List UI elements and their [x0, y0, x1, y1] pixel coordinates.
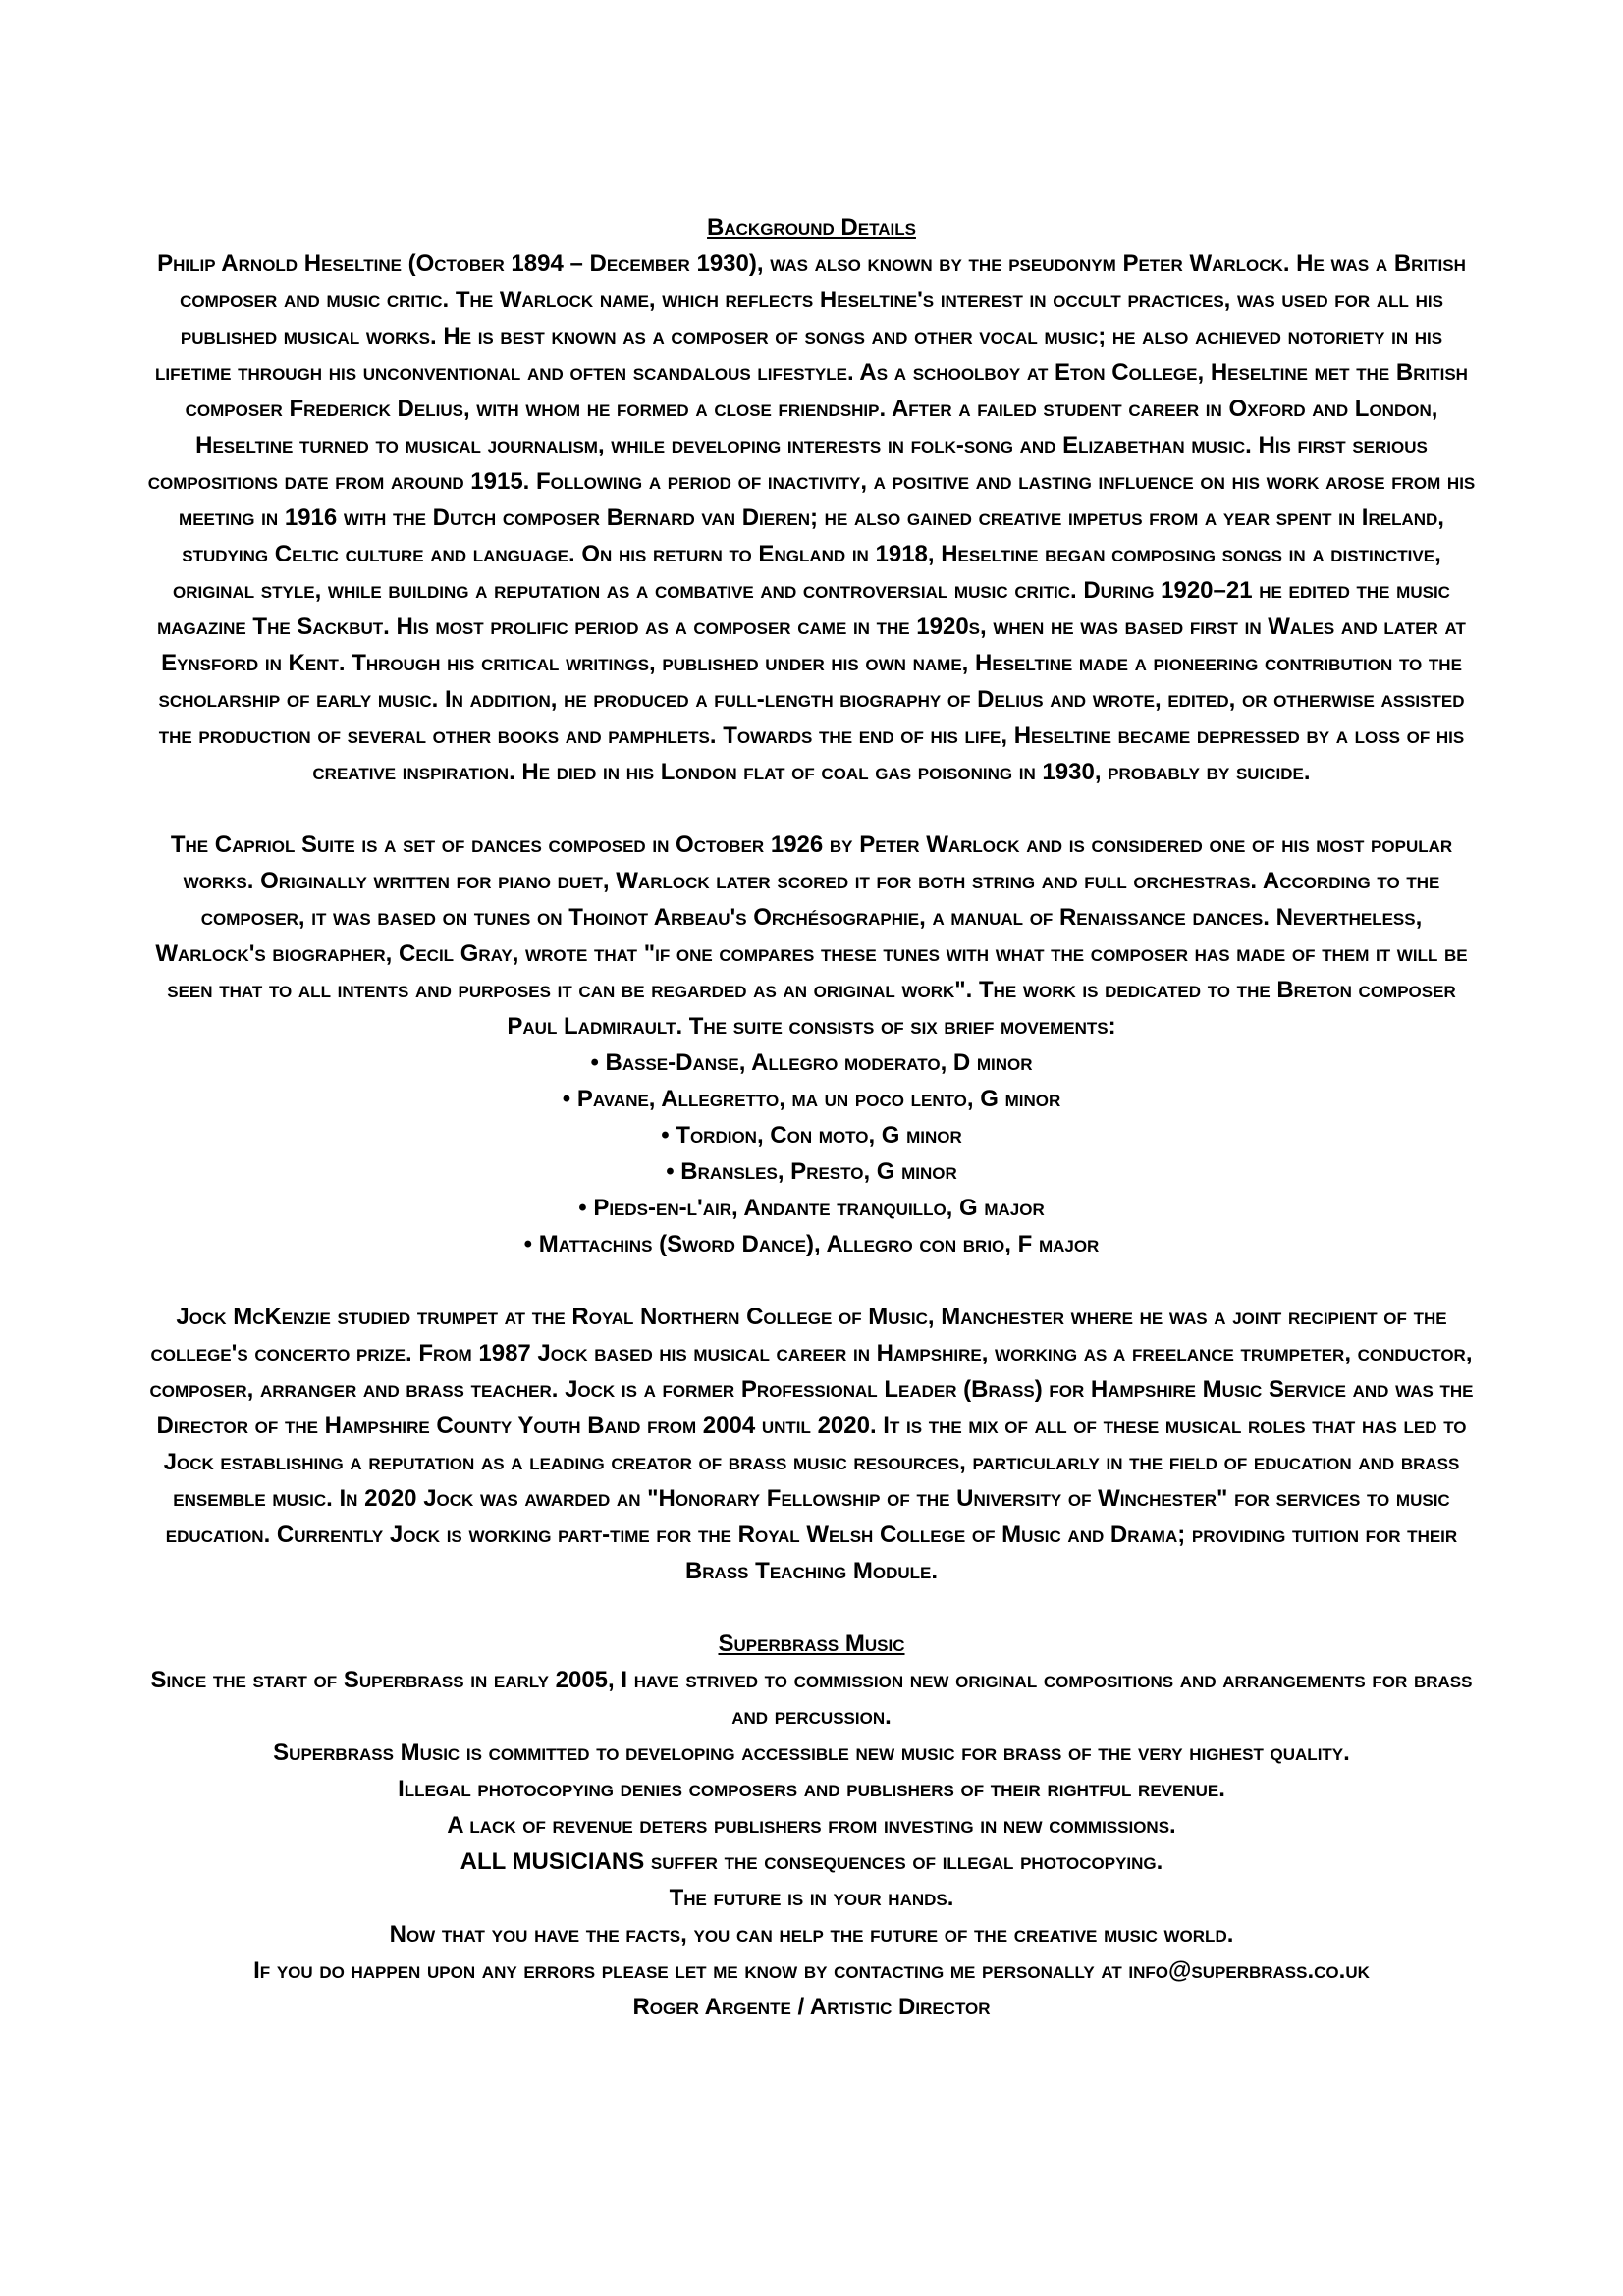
movement-item: • Pavane, Allegretto, ma un poco lento, G minor [147, 1081, 1476, 1117]
suite-section [147, 827, 1476, 1262]
publisher-section [147, 1626, 1476, 2025]
signature: Roger Argente / Artistic Director [632, 1994, 991, 2020]
movement-item: • Basse-Danse, Allegro moderato, D minor [147, 1044, 1476, 1081]
suite-description: The Capriol Suite is a set of dances composed in October 1926 by Peter Warlock and is considered one of his most popular works. Originally written for piano duet, Warlock later scored it for both string and full orchestras. According to the composer, it was based on tunes on Thoinot Arbeau's Orchésographie, a manual of Renaissance dances. Nevertheless, Warlock's biographer, Cecil Gray, wrote that "if one compares these tunes with what the composer has made of them it will be seen that to all intents and purposes it can be regarded as an original work". The work is dedicated to the Breton composer Paul Ladmirault. The suite consists of six brief movements: [155, 831, 1468, 1040]
publisher-line: The future is in your hands. [669, 1885, 954, 1911]
movement-item: • Pieds-en-l'air, Andante tranquillo, G major [147, 1190, 1476, 1226]
composer-biography: Philip Arnold Heseltine (October 1894 – December 1930), was also known by the pseudonym Peter Warlock. He was a British composer and music critic. The Warlock name, which reflects Heseltine's interest in occult practices, was used for all his published musical works. He is best known as a composer of songs and other vocal music; he also achieved notoriety in his lifetime through his unconventional and often scandalous lifestyle. As a schoolboy at Eton College, Heseltine met the British composer Frederick Delius, with whom he formed a close friendship. After a failed student career in Oxford and London, Heseltine turned to musical journalism, while developing interests in folk-song and Elizabethan music. His first serious compositions date from around 1915. Following a period of inactivity, a positive and lasting influence on his work arose from his meeting in 1916 with the Dutch composer Bernard van Dieren; he also gained creative impetus from a year spent in Ireland, studying Celtic culture and language. On his return to England in 1918, Heseltine began composing songs in a distinctive, original style, while building a reputation as a combative and controversial music critic. During 1920–21 he edited the music magazine The Sackbut. His most prolific period as a composer came in the 1920s, when he was based first in Wales and later at Eynsford in Kent. Through his critical writings, published under his own name, Heseltine made a pioneering contribution to the scholarship of early music. In addition, he produced a full-length biography of Delius and wrote, edited, or otherwise assisted the production of several other books and pamphlets. Towards the end of his life, Heseltine became depressed by a loss of his creative inspiration. He died in his London flat of coal gas poisoning in 1930, probably by suicide. [147, 250, 1476, 785]
publisher-line: Illegal photocopying denies composers and publishers of their rightful revenue. [398, 1776, 1225, 1802]
arranger-section [147, 1299, 1476, 1589]
movement-item: • Mattachins (Sword Dance), Allegro con brio, F major [147, 1226, 1476, 1262]
document-page [147, 209, 1476, 2025]
movement-item: • Bransles, Presto, G minor [147, 1153, 1476, 1190]
movement-list [147, 1044, 1476, 1262]
publisher-line: Since the start of Superbrass in early 2005, I have strived to commission new original compositions and arrangements for brass and percussion. [150, 1667, 1473, 1730]
publisher-line: A lack of revenue deters publishers from investing in new commissions. [447, 1812, 1176, 1839]
publisher-line: Superbrass Music is committed to developing accessible new music for brass of the very highest quality. [273, 1739, 1350, 1766]
arranger-biography: Jock McKenzie studied trumpet at the Royal Northern College of Music, Manchester where he was a joint recipient of the college's concerto prize. From 1987 Jock based his musical career in Hampshire, working as a freelance trumpeter, conductor, composer, arranger and brass teacher. Jock is a former Professional Leader (Brass) for Hampshire Music Service and was the Director of the Hampshire County Youth Band from 2004 until 2020. It is the mix of all of these musical roles that has led to Jock establishing a reputation as a leading creator of brass music resources, particularly in the field of education and brass ensemble music. In 2020 Jock was awarded an "Honorary Fellowship of the University of Winchester" for services to music education. Currently Jock is working part-time for the Royal Welsh College of Music and Drama; providing tuition for their Brass Teaching Module. [149, 1304, 1474, 1584]
background-heading: Background Details [707, 214, 916, 240]
publisher-line: Now that you have the facts, you can help the future of the creative music world. [389, 1921, 1234, 1948]
background-section [147, 209, 1476, 790]
publisher-line-rest: suffer the consequences of illegal photocopying. [644, 1848, 1163, 1875]
publisher-heading: Superbrass Music [718, 1630, 905, 1657]
movement-item: • Tordion, Con moto, G minor [147, 1117, 1476, 1153]
contact-line: If you do happen upon any errors please let me know by contacting me personally at info@superbrass.co.uk [253, 1957, 1370, 1984]
publisher-line [147, 1843, 1476, 1880]
all-musicians-text: ALL MUSICIANS [460, 1848, 645, 1875]
